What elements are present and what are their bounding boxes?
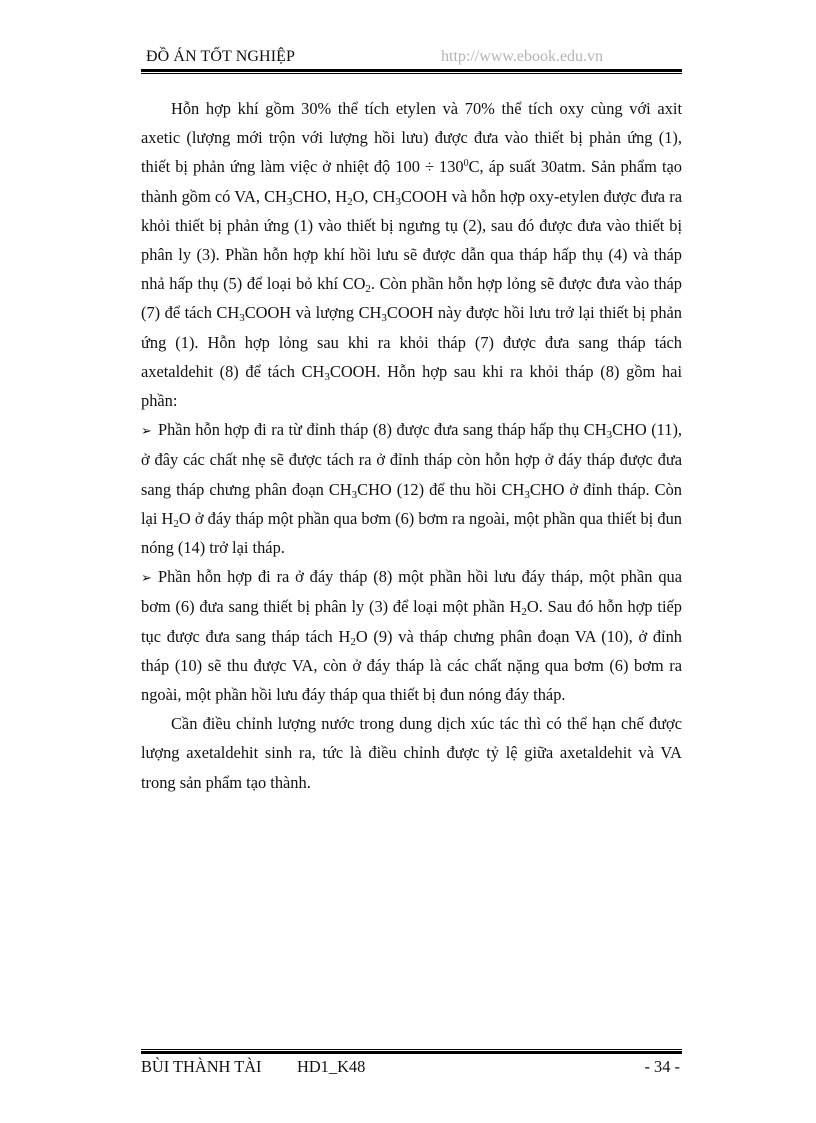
page-footer [141,1057,682,1079]
header-url: http://www.ebook.edu.vn [441,48,604,65]
paragraph-process: Hỗn hợp khí gồm 30% thể tích etylen và 70% thể tích oxy cùng với axit axetic (lượng mới trộn với lượng hồi lưu) được đưa vào thiết bị phản ứng (1), thiết bị phản ứng làm việc ở nhiệt độ $100 \div 130^0C$, áp suất 30atm. Sản phẩm tạo thành gồm có VA, $CH_3CHO$, $H_2O$, $CH_3COOH$ và hỗn hợp oxy-etylen được đưa ra khỏi thiết bị phản ứng (1) vào thiết bị ngưng tụ (2), sau đó được đưa vào thiết bị phân ly (3). Phần hỗn hợp khí hồi lưu sẽ được dẫn qua tháp hấp thụ (4) và tháp nhả hấp thụ (5) để loại bỏ khí $CO_2$. Còn phần hỗn hợp lỏng sẽ được đưa vào tháp (7) để tách $CH_3COOH$ và lượng $CH_3COOH$ này được hồi lưu trở lại thiết bị phản ứng (1). Hỗn hợp lỏng sau khi ra khỏi tháp (7) được đưa sang tháp tách axetaldehit (8) để tách $CH_3COOH$. Hỗn hợp sau khi ra khỏi tháp (8) gồm hai phần: [141,99,682,411]
arrow-bullet-icon: ➢ [141,423,152,439]
page-header [141,48,682,68]
bullet-item-top-product: ➢ Phần hỗn hợp đi ra từ đỉnh tháp (8) được đưa sang tháp hấp thụ $CH_3CHO$ (11), ở đây các chất nhẹ sẽ được tách ra ở đỉnh tháp còn hỗn hợp ở đáy tháp được đưa sang tháp chưng phân đoạn $CH_3CHO$ (12) để thu hồi $CH_3CHO$ ở đỉnh tháp. Còn lại $H_2O$ ở đáy tháp một phần qua bơm (6) bơm ra ngoài, một phần qua thiết bị đun nóng (14) trở lại tháp. [141,415,682,562]
header-rule [141,69,682,74]
document-body [141,94,682,797]
footer-class: HD1_K48 [297,1057,366,1076]
arrow-bullet-icon: ➢ [141,570,152,586]
paragraph-conclusion: Cần điều chỉnh lượng nước trong dung dịch xúc tác thì có thể hạn chế được lượng axetaldehit sinh ra, tức là điều chỉnh được tỷ lệ giữa axetaldehit và VA trong sản phẩm tạo thành. [141,714,682,792]
footer-rule [141,1049,682,1054]
header-title: ĐỒ ÁN TỐT NGHIỆP [146,48,296,65]
bullet-item-bottom-product: ➢ Phần hỗn hợp đi ra ở đáy tháp (8) một phần hồi lưu đáy tháp, một phần qua bơm (6) đưa sang thiết bị phân ly (3) để loại một phần $H_2O$. Sau đó hỗn hợp tiếp tục được đưa sang tháp tách $H_2O$ (9) và tháp chưng phân đoạn VA (10), ở đỉnh tháp (10) sẽ thu được VA, còn ở đáy tháp là các chất nặng qua bơm (6) bơm ra ngoài, một phần hồi lưu đáy tháp qua thiết bị đun nóng đáy tháp. [141,562,682,709]
page-number: - 34 - [644,1057,680,1076]
footer-author: BÙI THÀNH TÀI [141,1057,262,1076]
